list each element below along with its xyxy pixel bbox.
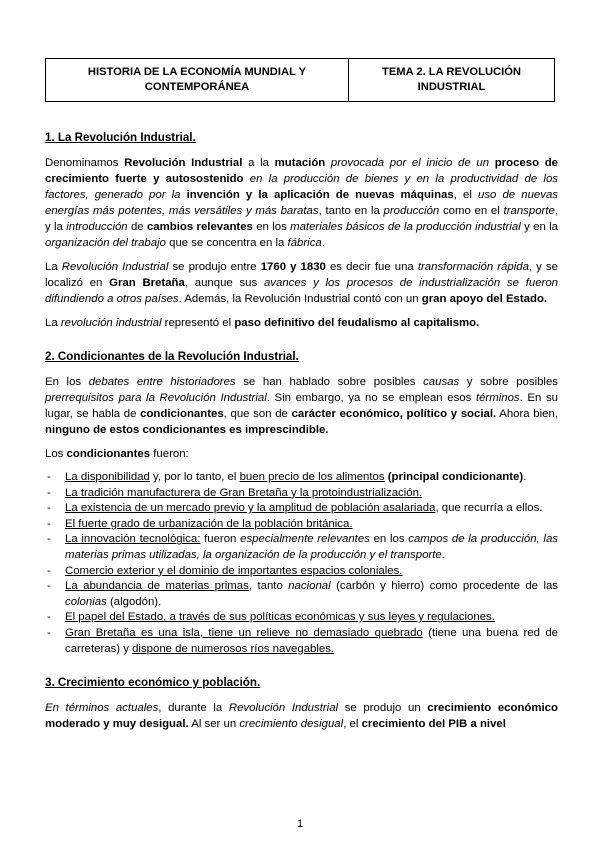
text-run: materiales básicos de la producción industrial (290, 221, 521, 233)
text-run: proceso de crecimiento fuerte y autosostenido (45, 157, 558, 185)
list-item (45, 532, 558, 563)
text-run: uso de nuevas energías más potentes, más versátiles y más baratas (45, 189, 558, 217)
text-run: condicionantes (140, 408, 224, 420)
text-run: revolución industrial (60, 317, 162, 329)
text-run: transformación rápida (417, 261, 529, 273)
text-run: de (127, 221, 147, 233)
text-run: transporte (503, 205, 555, 217)
text-run: y, por lo tanto, el (149, 471, 240, 483)
text-run: en los (252, 221, 291, 233)
text-run: prerrequisitos para la Revolución Industrial (45, 392, 267, 404)
text-run: en la producción de bienes y en la productividad de los factores, generado por la (45, 173, 558, 201)
text-run: términos (475, 392, 520, 404)
text-run: 1760 y 1830 (260, 261, 326, 273)
section-3-paragraph-1 (45, 700, 558, 732)
text-run: , aunque sus (184, 277, 264, 289)
text-run: La tradición manufacturera de Gran Bretaña y la protoindustrialización. (65, 486, 423, 499)
text-run: , y se localizó en (45, 261, 558, 289)
text-run: mutación (274, 157, 326, 169)
text-run: (carbón y hierro) como procedente de las (330, 580, 558, 593)
text-run: La abundancia de materias primas (65, 580, 249, 593)
text-run: En términos actuales (45, 702, 159, 715)
text-run: Al ser un (188, 718, 240, 731)
document-body (45, 130, 558, 740)
text-run: avances y los procesos de industrialización se fueron difundiendo a otros países (45, 277, 558, 305)
course-title: HISTORIA DE LA ECONOMÍA MUNDIAL Y CONTEMPORÁNEA (46, 59, 349, 101)
text-run: , tanto en la (318, 205, 384, 217)
list-item (45, 501, 558, 517)
header-table (45, 58, 555, 102)
text-run: , el (343, 718, 362, 731)
text-run: . Además, la Revolución Industrial contó con un (178, 293, 422, 305)
text-run: Los (45, 448, 67, 460)
text-run: paso definitivo del feudalismo al capitalismo. (234, 317, 480, 329)
text-run: Denominamos (45, 157, 125, 169)
section-1-paragraph-3 (45, 315, 558, 331)
section-2-paragraph-1 (45, 374, 558, 438)
text-run: La innovación tecnológica: (65, 533, 201, 546)
text-run: condicionantes (66, 448, 151, 460)
text-run: ninguno de estos condicionantes es imprescindible. (45, 424, 329, 436)
text-run: , que recurría a ellos. (435, 502, 543, 515)
list-item (45, 579, 558, 610)
list-item (45, 517, 558, 533)
text-run: crecimiento desigual (239, 718, 344, 731)
text-run: fueron (200, 533, 241, 546)
text-run: En los (45, 376, 89, 388)
text-run: crecimiento del PIB a nivel (361, 718, 506, 731)
text-run: representó el (161, 317, 235, 329)
section-2-heading: 2. Condicionantes de la Revolución Industrial. (45, 350, 299, 363)
text-run: es decir fue una (325, 261, 418, 273)
list-item (45, 626, 558, 657)
section-2-paragraph-2 (45, 446, 558, 462)
text-run: especialmente relevantes (240, 533, 370, 546)
text-run: dispone de numerosos ríos navegables. (132, 642, 335, 655)
section-3-heading: 3. Crecimiento económico y población. (45, 676, 261, 690)
text-run: buen precio de los alimentos (239, 471, 385, 483)
text-run: provocada por el inicio de un (325, 157, 495, 169)
text-run: . (523, 471, 527, 483)
text-run: se produjo un (338, 702, 428, 715)
page-number: 1 (296, 818, 304, 830)
text-run: como en el (439, 205, 504, 217)
text-run: , el (453, 189, 478, 201)
text-run: organización del trabajo (45, 237, 166, 249)
text-run: fábrica (287, 237, 322, 249)
text-run: Revolución Industrial (61, 261, 169, 273)
text-run: (tiene una buena red de carreteras) y (65, 626, 558, 655)
text-run: , tanto (248, 580, 289, 593)
text-run: crecimiento económico moderado y muy desigual. (45, 702, 558, 731)
text-run: . (321, 237, 325, 249)
text-run: (algodón). (106, 595, 162, 608)
text-run: Comercio exterior y el dominio de importantes espacios coloniales. (65, 564, 403, 577)
text-run: carácter económico, político y social. (291, 408, 497, 420)
text-run: causas (423, 376, 460, 388)
section-1-paragraph-1 (45, 155, 558, 251)
text-run: , durante la (158, 702, 229, 715)
text-run: que se concentra en la (165, 237, 288, 249)
list-item (45, 564, 558, 580)
text-run: colonias (65, 595, 107, 608)
text-run: . En su lugar, se habla de (45, 392, 558, 420)
section-1-heading: 1. La Revolución Industrial. (45, 131, 196, 144)
text-run: producción (383, 205, 440, 217)
text-run: (principal condicionante) (384, 471, 524, 483)
text-run: El papel del Estado, a través de sus políticas económicas y sus leyes y regulaciones. (65, 611, 495, 624)
section-1-paragraph-2 (45, 259, 558, 307)
text-run: nacional (288, 580, 331, 593)
text-run: Gran Bretaña es una isla, tiene un relieve no demasiado quebrado (65, 626, 423, 639)
text-run: Gran Bretaña (109, 277, 185, 289)
list-item (45, 610, 558, 626)
list-item (45, 470, 558, 486)
text-run: , que son de (223, 408, 292, 420)
topic-title: TEMA 2. LA REVOLUCIÓN INDUSTRIAL (381, 66, 522, 93)
text-run: Revolución Industrial (228, 702, 339, 715)
text-run: La existencia de un mercado previo y la amplitud de población asalariada (65, 502, 436, 515)
text-run: . Sin embargo, ya no se emplean esos (266, 392, 476, 404)
text-run: y en la (520, 221, 558, 233)
text-run: y sobre posibles (459, 376, 558, 388)
text-run: El fuerte grado de urbanización de la población británica. (65, 517, 353, 530)
text-run: fueron: (150, 448, 189, 460)
condicionantes-list (45, 470, 558, 657)
text-run: campos de la producción, las materias primas utilizadas, la organización de la producción y el transporte (65, 533, 558, 561)
text-run: a la (242, 157, 275, 169)
text-run: se han hablado sobre posibles (235, 376, 424, 388)
text-run: , y la (45, 205, 558, 233)
text-run: en los (369, 533, 409, 546)
text-run: introducción (66, 221, 128, 233)
text-run: gran apoyo del Estado. (421, 293, 548, 305)
text-run: Ahora bien, (496, 408, 558, 420)
text-run: La (45, 317, 61, 329)
text-run: La (45, 261, 62, 273)
list-item (45, 486, 558, 502)
text-run: Revolución Industrial (124, 157, 243, 169)
text-run: invención y la aplicación de nuevas máquinas (186, 189, 454, 201)
text-run: se produjo entre (168, 261, 261, 273)
text-run: La disponibilidad (65, 471, 150, 483)
text-run: cambios relevantes (146, 221, 253, 233)
text-run: . (441, 548, 445, 561)
text-run: debates entre historiadores (88, 376, 236, 388)
